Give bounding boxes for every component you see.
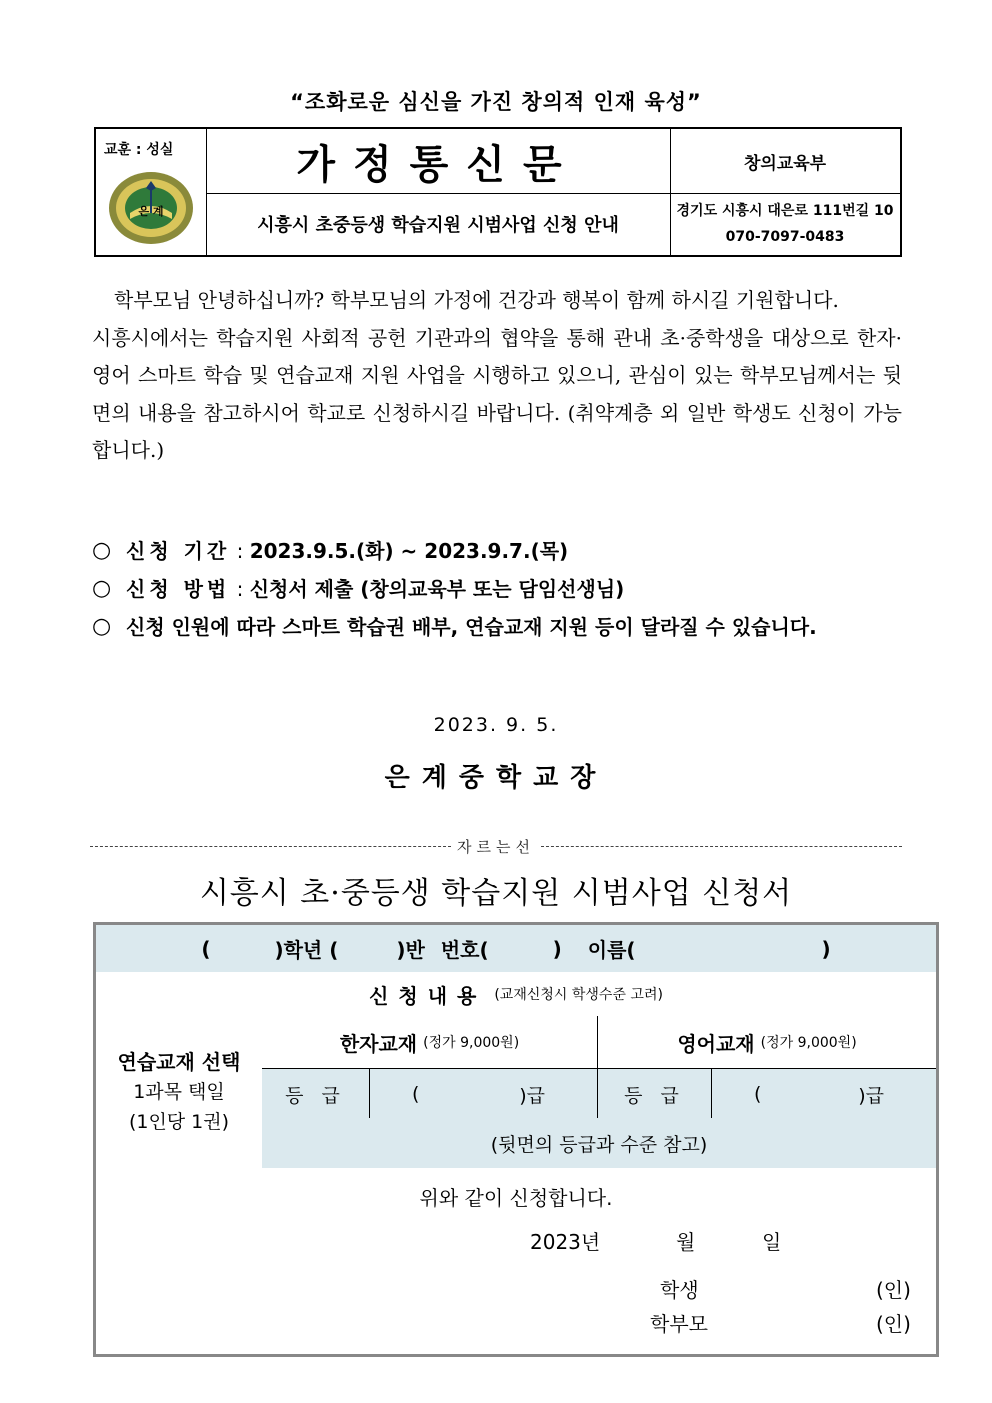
request-note: (교재신청시 학생수준 고려) [494, 987, 663, 1003]
circle-bullet-icon: ○ [92, 576, 112, 601]
phone: 070-7097-0483 [725, 229, 845, 245]
bullet-label: 신청 기간 [126, 539, 231, 563]
hanja-grade-suffix: )급 [519, 1084, 545, 1107]
bullet-label: 신청 방법 [126, 577, 231, 601]
parent-seal: (인) [876, 1312, 911, 1336]
hanja-grade-field[interactable] [370, 1081, 597, 1108]
principal-signature: 은계중학교장 [384, 763, 608, 793]
circle-bullet-icon: ○ [92, 614, 112, 639]
select-rule: 1과목 택일 [133, 1081, 225, 1103]
school-motto: “조화로운 심신을 가진 창의적 인재 육성” [290, 90, 702, 114]
address: 경기도 시흥시 대은로 111번길 10 [676, 203, 894, 219]
request-label: 신청내용 [369, 983, 487, 1008]
select-limit: (1인당 1권) [128, 1111, 230, 1133]
grade-reference-note: (뒷면의 등급과 수준 참고) [262, 1118, 936, 1168]
english-book-header [598, 1016, 936, 1069]
newsletter-subtitle: 시흥시 초중등생 학습지원 시범사업 신청 안내 [206, 193, 671, 255]
issue-date: 2023. 9. 5. [433, 714, 559, 736]
bullet-separator: : [230, 539, 250, 563]
newsletter-header [94, 127, 902, 257]
class-label: )반 [396, 938, 425, 962]
english-book-price: (정가 9,000원) [760, 1035, 857, 1051]
contact-info [670, 193, 900, 255]
department: 창의교육부 [670, 129, 900, 194]
bullet-period [92, 532, 902, 570]
logo-cell [96, 129, 207, 255]
number-label: 번호( [440, 938, 489, 962]
parent-sign-label: 학부모 [650, 1312, 708, 1336]
student-seal: (인) [876, 1278, 911, 1302]
english-grade-label: 등 급 [598, 1069, 712, 1119]
bullet-value: 신청서 제출 (창의교육부 또는 담임선생님) [249, 577, 625, 601]
school-motto-label: 교훈 : 성실 [104, 142, 174, 158]
english-grade-suffix: )급 [858, 1084, 884, 1107]
number-close: ) [552, 936, 562, 961]
month-label: 월 [676, 1230, 696, 1254]
logo-text: 은 계 [138, 205, 164, 218]
bullet-text: 신청 인원에 따라 스마트 학습권 배부, 연습교재 지원 등이 달라질 수 있습니다. [126, 615, 817, 639]
student-info-row [96, 925, 936, 972]
hanja-book-column [262, 1016, 598, 1118]
dashed-line [541, 846, 902, 847]
circle-bullet-icon: ○ [92, 538, 112, 563]
greeting-paragraph: 학부모님 안녕하십니까? 학부모님의 가정에 건강과 행복이 함께 하시길 기원합니다. [114, 288, 839, 312]
grade-label: )학년 ( [274, 938, 339, 962]
confirm-text: 위와 같이 신청합니다. [419, 1186, 613, 1210]
workbook-select-cell [96, 1016, 262, 1168]
hanja-book-name: 한자교재 [339, 1031, 418, 1056]
name-close: ) [821, 936, 831, 961]
english-grade-open: ( [754, 1083, 762, 1105]
hanja-grade-row [262, 1069, 597, 1120]
student-sign-label: 학생 [660, 1278, 699, 1302]
cut-line-label: 자르는선 [457, 838, 535, 856]
request-header-row [96, 972, 936, 1016]
newsletter-title: 가정통신문 [206, 129, 671, 194]
bullet-note [92, 608, 902, 646]
signature-area [96, 1168, 936, 1354]
bullet-list [92, 532, 902, 646]
parent-sign-field[interactable] [736, 1306, 866, 1334]
english-book-column [598, 1016, 936, 1118]
hanja-book-price: (정가 9,000원) [423, 1035, 520, 1051]
name-label: 이름( [587, 938, 636, 962]
english-grade-row [598, 1069, 936, 1120]
bullet-value: 2023.9.5.(화) ~ 2023.9.7.(목) [249, 539, 569, 563]
student-sign-field[interactable] [736, 1272, 866, 1300]
letter-body [92, 282, 902, 470]
bullet-method [92, 570, 902, 608]
hanja-grade-label: 등 급 [262, 1069, 370, 1119]
day-label: 일 [762, 1230, 782, 1254]
select-title: 연습교재 선택 [117, 1050, 241, 1074]
form-title: 시흥시 초·중등생 학습지원 시범사업 신청서 [199, 876, 793, 911]
dashed-line [90, 846, 451, 847]
day-field[interactable] [702, 1226, 762, 1252]
year-label: 2023년 [530, 1230, 601, 1254]
bullet-separator: : [230, 577, 250, 601]
paren-open: ( [201, 936, 211, 961]
application-form [93, 922, 939, 1357]
hanja-book-header [262, 1016, 597, 1069]
month-field[interactable] [616, 1226, 676, 1252]
cut-line [90, 836, 902, 857]
english-grade-field[interactable] [712, 1081, 936, 1108]
hanja-grade-open: ( [412, 1083, 420, 1105]
english-book-name: 영어교재 [677, 1031, 755, 1056]
notice-paragraph: 시흥시에서는 학습지원 사회적 공헌 기관과의 협약을 통해 관내 초·중학생을 대상으로 한자·영어 스마트 학습 및 연습교재 지원 사업을 시행하고 있으니, 관심이 있는 학부모님께서는 뒷면의 내용을 참고하시어 학교로 신청하시길 바랍니다. (취약계층 외 일반 학생도 신청이 가능합니다.) [92, 325, 902, 462]
